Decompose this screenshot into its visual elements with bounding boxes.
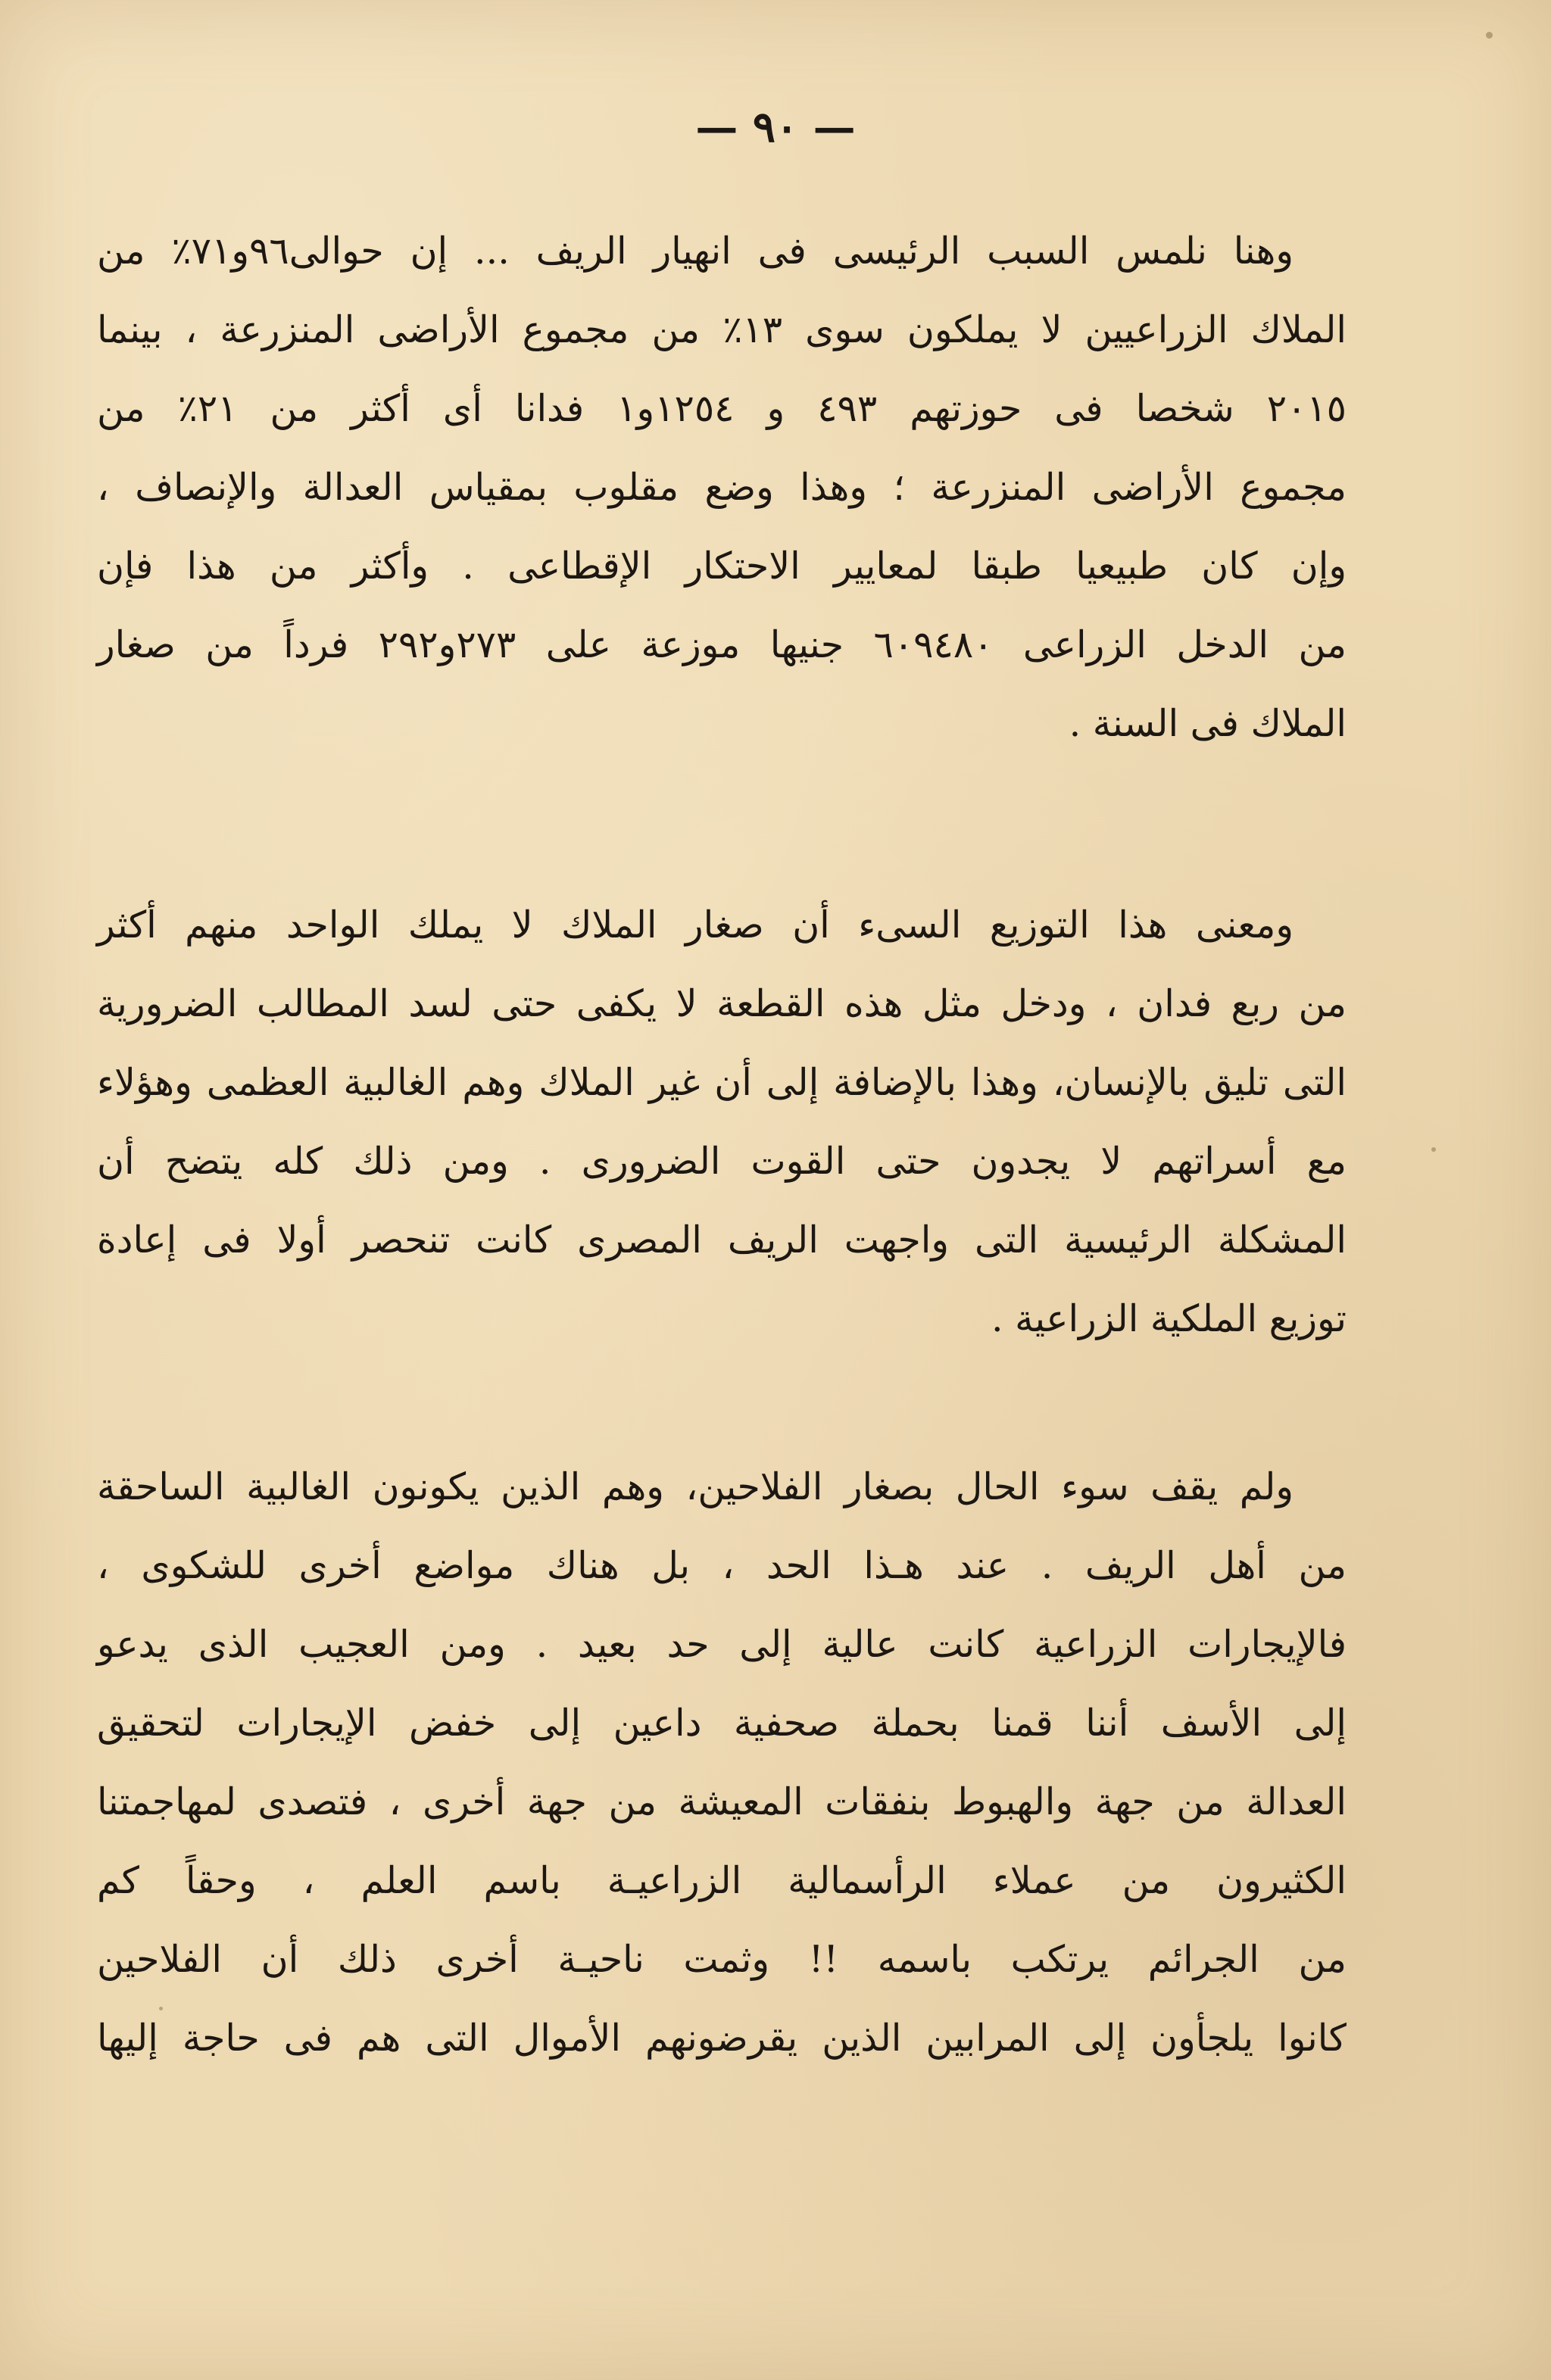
paragraph-2 — [97, 886, 1347, 1358]
text-line: التى تليق بالإنسان، وهذا بالإضافة إلى أن غير الملاك وهم الغالبية العظمى وهؤلاء — [97, 1061, 1347, 1104]
paragraph-3 — [97, 1448, 1347, 2078]
text-line: ومعنى هذا التوزيع السىء أن صغار الملاك لا يملك الواحد منهم أكثر — [97, 903, 1294, 947]
text-line: ٢٠١٥ شخصا فى حوزتهم ٤٩٣ و ١٢٥٤و١ فدانا أى أكثر من ٢١٪ من — [97, 387, 1347, 430]
text-line: كانوا يلجأون إلى المرابين الذين يقرضونهم الأموال التى هم فى حاجة إليها — [97, 2017, 1347, 2060]
text-line: من أهل الريف . عند هـذا الحد ، بل هناك مواضع أخرى للشكوى ، — [97, 1544, 1347, 1587]
text-line: وهنا نلمس السبب الرئيسى فى انهيار الريف ... إن حوالى٩٦و٧١٪ من — [97, 229, 1294, 273]
text-line: من الجرائم يرتكب باسمه !! وثمت ناحيـة أخرى ذلك أن الفلاحين — [97, 1938, 1347, 1981]
text-line: من الدخل الزراعى ٦٠٩٤٨٠ جنيها موزعة على ٢٧٣و٢٩٢ فرداً من صغار — [97, 623, 1347, 666]
paper-speck — [1431, 1147, 1436, 1152]
text-line: توزيع الملكية الزراعية . — [991, 1297, 1347, 1340]
text-line: الملاك الزراعيين لا يملكون سوى ١٣٪ من مجموع الأراضى المنزرعة ، بينما — [97, 308, 1347, 351]
text-line: المشكلة الرئيسية التى واجهت الريف المصرى كانت تنحصر أولا فى إعادة — [97, 1218, 1347, 1262]
paper-speck — [1486, 32, 1493, 39]
text-line: الملاك فى السنة . — [1069, 702, 1347, 745]
text-line: العدالة من جهة والهبوط بنفقات المعيشة من جهة أخرى ، فتصدى لمهاجمتنا — [97, 1780, 1347, 1823]
text-line: الكثيرون من عملاء الرأسمالية الزراعيـة باسم العلم ، وحقاً كم — [97, 1859, 1347, 1902]
text-line: ولم يقف سوء الحال بصغار الفلاحين، وهم الذين يكونون الغالبية الساحقة — [97, 1465, 1294, 1508]
text-line: فالإيجارات الزراعية كانت عالية إلى حد بعيد . ومن العجيب الذى يدعو — [97, 1623, 1347, 1666]
text-line: من ربع فدان ، ودخل مثل هذه القطعة لا يكفى حتى لسد المطالب الضرورية — [97, 982, 1347, 1025]
paragraph-1 — [97, 212, 1347, 763]
text-line: إلى الأسف أننا قمنا بحملة صحفية داعين إلى خفض الإيجارات لتحقيق — [97, 1702, 1347, 1745]
page-number: — ٩٠ — — [695, 102, 856, 152]
text-line: وإن كان طبيعيا طبقا لمعايير الاحتكار الإقطاعى . وأكثر من هذا فإن — [97, 544, 1347, 588]
text-line: مجموع الأراضى المنزرعة ؛ وهذا وضع مقلوب بمقياس العدالة والإنصاف ، — [97, 466, 1347, 509]
text-line: مع أسراتهم لا يجدون حتى القوت الضرورى . ومن ذلك كله يتضح أن — [97, 1140, 1347, 1183]
